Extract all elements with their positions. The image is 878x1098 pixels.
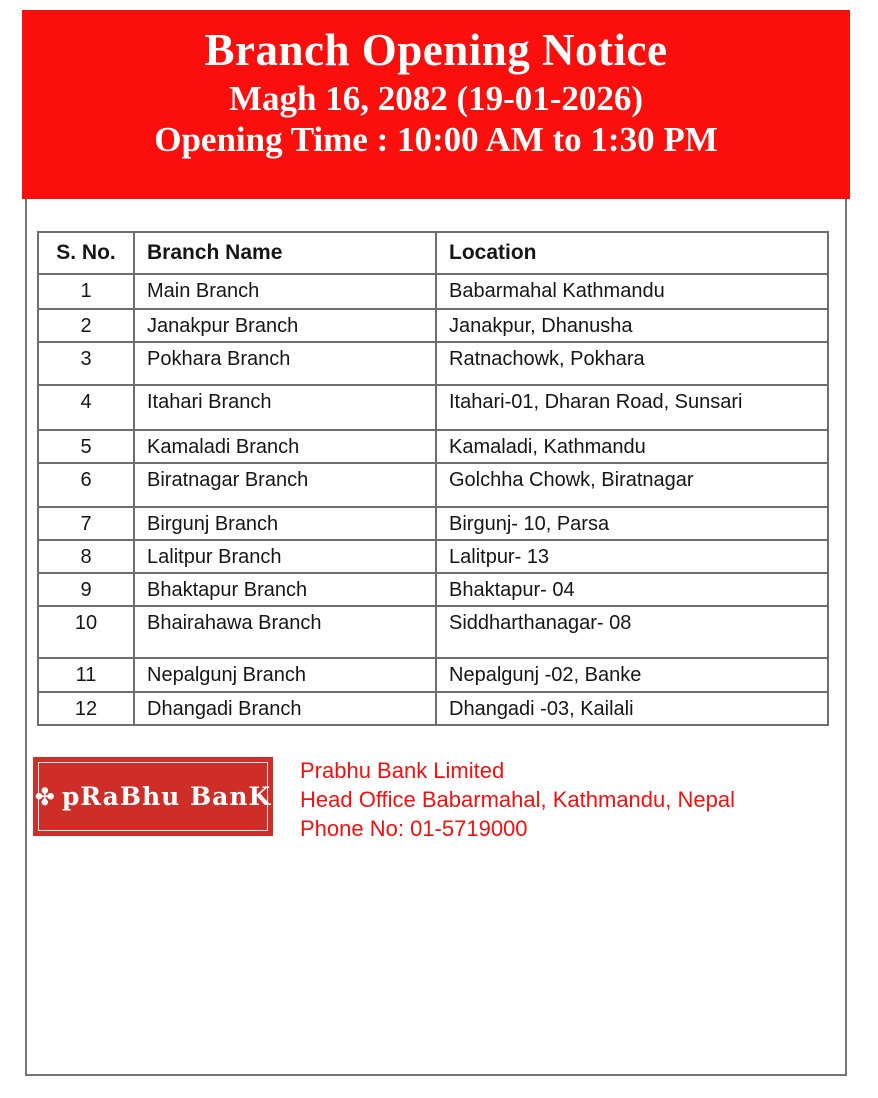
table-row	[38, 463, 828, 507]
bank-contact-block	[300, 756, 735, 843]
cell-location: Dhangadi -03, Kailali	[436, 692, 828, 725]
cell-branch: Dhangadi Branch	[134, 692, 436, 725]
bank-phone: Phone No: 01-5719000	[300, 816, 528, 841]
cell-branch: Nepalgunj Branch	[134, 658, 436, 692]
notice-banner	[22, 10, 850, 199]
cell-branch: Birgunj Branch	[134, 507, 436, 540]
cell-sn: 11	[38, 658, 134, 692]
table-row	[38, 309, 828, 342]
prabhu-bank-logo	[33, 757, 273, 836]
flower-icon: ✤	[34, 783, 55, 811]
logo-inner-border	[34, 762, 272, 831]
table-row	[38, 274, 828, 309]
table-row	[38, 573, 828, 606]
bank-name: Prabhu Bank Limited	[300, 758, 505, 783]
header-location: Location	[436, 232, 828, 274]
cell-sn: 5	[38, 430, 134, 463]
header-branch: Branch Name	[134, 232, 436, 274]
header-sn: S. No.	[38, 232, 134, 274]
cell-location: Siddharthanagar- 08	[436, 606, 828, 658]
table-row	[38, 385, 828, 430]
cell-branch: Bhaktapur Branch	[134, 573, 436, 606]
branch-table	[37, 231, 829, 726]
notice-opening-time: Opening Time : 10:00 AM to 1:30 PM	[154, 120, 718, 159]
table-row	[38, 692, 828, 725]
cell-location: Golchha Chowk, Biratnagar	[436, 463, 828, 507]
table-header-row	[38, 232, 828, 274]
cell-sn: 3	[38, 342, 134, 385]
notice-date: Magh 16, 2082 (19-01-2026)	[228, 79, 644, 118]
table-row	[38, 658, 828, 692]
cell-location: Ratnachowk, Pokhara	[436, 342, 828, 385]
cell-location: Bhaktapur- 04	[436, 573, 828, 606]
cell-branch: Lalitpur Branch	[134, 540, 436, 573]
notice-title: Branch Opening Notice	[204, 25, 668, 75]
cell-branch: Biratnagar Branch	[134, 463, 436, 507]
cell-sn: 8	[38, 540, 134, 573]
logo-wordmark: pRaBhu BanK	[61, 782, 272, 811]
table-row	[38, 507, 828, 540]
cell-branch: Itahari Branch	[134, 385, 436, 430]
cell-location: Lalitpur- 13	[436, 540, 828, 573]
cell-branch: Kamaladi Branch	[134, 430, 436, 463]
cell-branch: Main Branch	[134, 274, 436, 309]
cell-location: Birgunj- 10, Parsa	[436, 507, 828, 540]
cell-sn: 6	[38, 463, 134, 507]
table-row	[38, 342, 828, 385]
cell-branch: Bhairahawa Branch	[134, 606, 436, 658]
table-row	[38, 606, 828, 658]
bank-address: Head Office Babarmahal, Kathmandu, Nepal	[300, 787, 735, 812]
cell-branch: Pokhara Branch	[134, 342, 436, 385]
cell-sn: 12	[38, 692, 134, 725]
cell-sn: 2	[38, 309, 134, 342]
cell-location: Janakpur, Dhanusha	[436, 309, 828, 342]
cell-location: Itahari-01, Dharan Road, Sunsari	[436, 385, 828, 430]
table-row	[38, 540, 828, 573]
cell-sn: 1	[38, 274, 134, 309]
cell-location: Kamaladi, Kathmandu	[436, 430, 828, 463]
table-row	[38, 430, 828, 463]
cell-sn: 9	[38, 573, 134, 606]
cell-sn: 7	[38, 507, 134, 540]
cell-sn: 10	[38, 606, 134, 658]
cell-sn: 4	[38, 385, 134, 430]
cell-location: Babarmahal Kathmandu	[436, 274, 828, 309]
cell-location: Nepalgunj -02, Banke	[436, 658, 828, 692]
cell-branch: Janakpur Branch	[134, 309, 436, 342]
